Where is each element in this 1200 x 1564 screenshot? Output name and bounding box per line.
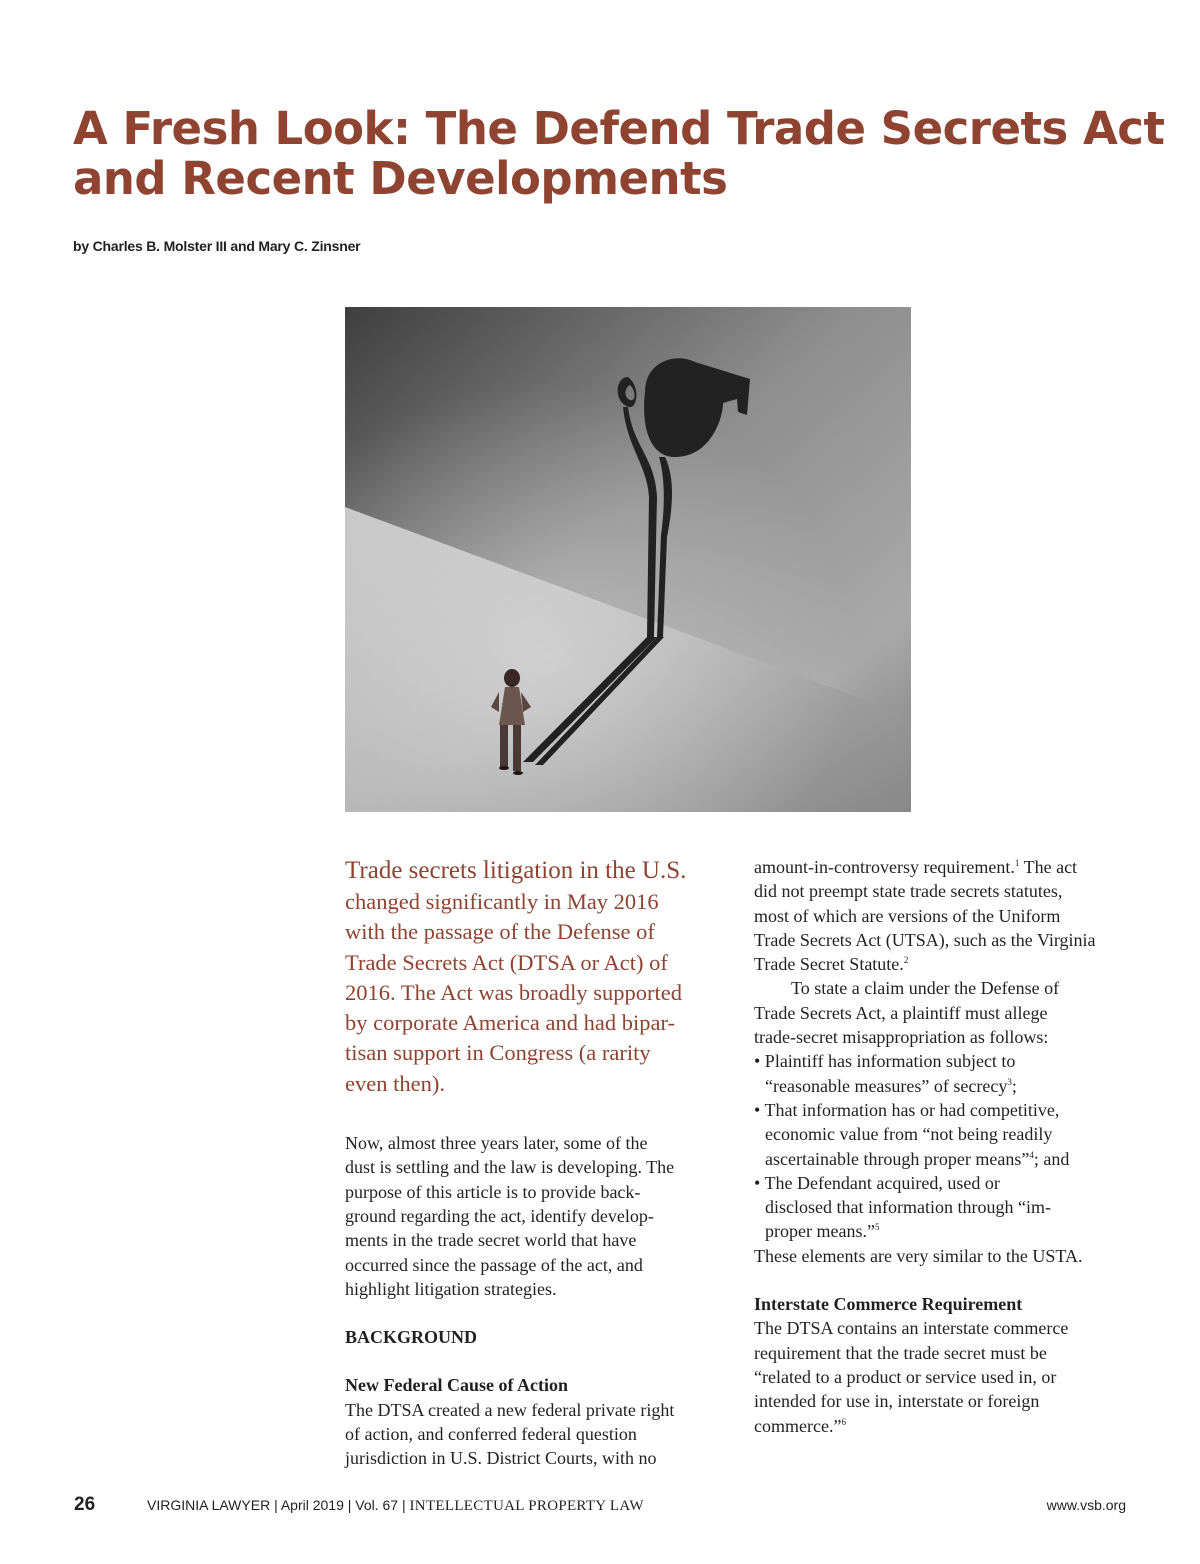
footnote-ref-1: 1 bbox=[1014, 858, 1020, 868]
lead-paragraph bbox=[345, 855, 720, 1099]
body-line: Trade Secrets Act (UTSA), such as the Virginia bbox=[754, 929, 1096, 950]
intro-paragraph bbox=[345, 1131, 720, 1301]
body-line: occurred since the passage of the act, and bbox=[345, 1254, 643, 1275]
lead-line: with the passage of the Defense of bbox=[345, 919, 655, 945]
federal-cause-heading: New Federal Cause of Action bbox=[345, 1375, 568, 1396]
lead-line: changed significantly in May 2016 bbox=[345, 889, 659, 914]
body-line: ments in the trade secret world that have bbox=[345, 1230, 637, 1251]
lead-line: by corporate America and had bipar- bbox=[345, 1010, 676, 1036]
body-line: The DTSA created a new federal private right bbox=[345, 1399, 675, 1420]
body-line: intended for use in, interstate or foreign bbox=[754, 1391, 1040, 1412]
footnote-ref-6: 6 bbox=[841, 1416, 846, 1427]
article-title bbox=[73, 102, 1165, 205]
claim-paragraph bbox=[754, 976, 1144, 1268]
footnote-ref-3: 3 bbox=[1007, 1076, 1012, 1087]
lead-line: Trade Secrets Act (DTSA or Act) of bbox=[345, 949, 668, 975]
byline: by Charles B. Molster III and Mary C. Zinsner bbox=[73, 238, 361, 254]
interstate-commerce-heading: Interstate Commerce Requirement bbox=[754, 1294, 1023, 1315]
bullet-item: • Plaintiff has information subject to “reasonable measures” of secrecy$^3$; bbox=[754, 1051, 1017, 1096]
federal-cause-paragraph bbox=[345, 1398, 720, 1471]
footnote-ref-5: 5 bbox=[874, 1222, 880, 1233]
body-line: highlight litigation strategies. bbox=[345, 1278, 557, 1299]
right-column bbox=[754, 855, 1144, 1438]
lead-line: 2016. The Act was broadly supported bbox=[345, 979, 683, 1005]
body-line: To state a claim under the Defense of bbox=[791, 978, 1060, 999]
body-line: dust is settling and the law is developing. The bbox=[345, 1157, 675, 1178]
interstate-commerce-paragraph bbox=[754, 1316, 1144, 1437]
lead-line: even then). bbox=[345, 1070, 445, 1096]
body-line: did not preempt state trade secrets statutes, bbox=[754, 881, 1063, 902]
body-line: Trade Secrets Act, a plaintiff must allege bbox=[754, 1002, 1048, 1023]
body-line: jurisdiction in U.S. District Courts, with no bbox=[345, 1448, 657, 1469]
title-line-1: A Fresh Look: The Defend Trade Secrets Act bbox=[73, 102, 1165, 155]
whistle-shadow-illustration bbox=[345, 307, 911, 812]
title-line-2: and Recent Developments bbox=[73, 152, 728, 205]
body-line: requirement that the trade secret must be bbox=[754, 1342, 1047, 1363]
body-line: most of which are versions of the Uniform bbox=[754, 905, 1061, 926]
body-line: of action, and conferred federal question bbox=[345, 1424, 637, 1445]
body-line: purpose of this article is to provide back- bbox=[345, 1181, 641, 1202]
footnote-ref-2: 2 bbox=[903, 955, 909, 966]
body-line: commerce.”$^6$ bbox=[754, 1415, 846, 1436]
preemption-paragraph bbox=[754, 855, 1144, 976]
body-line: Now, almost three years later, some of the bbox=[345, 1133, 648, 1154]
body-line: amount-in-controversy requirement.$^1$ The act bbox=[754, 857, 1078, 877]
section-name: INTELLECTUAL PROPERTY LAW bbox=[409, 1498, 644, 1514]
magazine-info: VIRGINIA LAWYER | April 2019 | Vol. 67 | INTELLECTUAL PROPERTY LAW bbox=[147, 1497, 644, 1514]
left-column bbox=[345, 855, 720, 1471]
footnote-ref-4: 4 bbox=[1029, 1149, 1034, 1160]
bullet-item: • That information has or had competitive, economic value from “not being readily ascertainable through proper means”$^4$; and bbox=[754, 1099, 1070, 1169]
lead-line: tisan support in Congress (a rarity bbox=[345, 1040, 651, 1066]
body-line: trade-secret misappropriation as follows: bbox=[754, 1027, 1049, 1048]
page-number: 26 bbox=[74, 1494, 96, 1515]
body-line: Trade Secret Statute.$^2$ bbox=[754, 954, 909, 975]
bullet-item: • The Defendant acquired, used or disclosed that information through “im- proper means.”$^5$ bbox=[754, 1172, 1051, 1242]
body-line: “related to a product or service used in, or bbox=[754, 1366, 1057, 1387]
lead-line: Trade secrets litigation in the U.S. bbox=[345, 857, 687, 884]
body-line: ground regarding the act, identify develop- bbox=[345, 1205, 654, 1226]
website-url: www.vsb.org bbox=[1046, 1497, 1126, 1513]
page-footer bbox=[0, 1494, 1200, 1518]
body-line: The DTSA contains an interstate commerce bbox=[754, 1318, 1069, 1339]
background-heading: BACKGROUND bbox=[345, 1327, 478, 1348]
body-line: These elements are very similar to the USTA. bbox=[754, 1245, 1083, 1266]
